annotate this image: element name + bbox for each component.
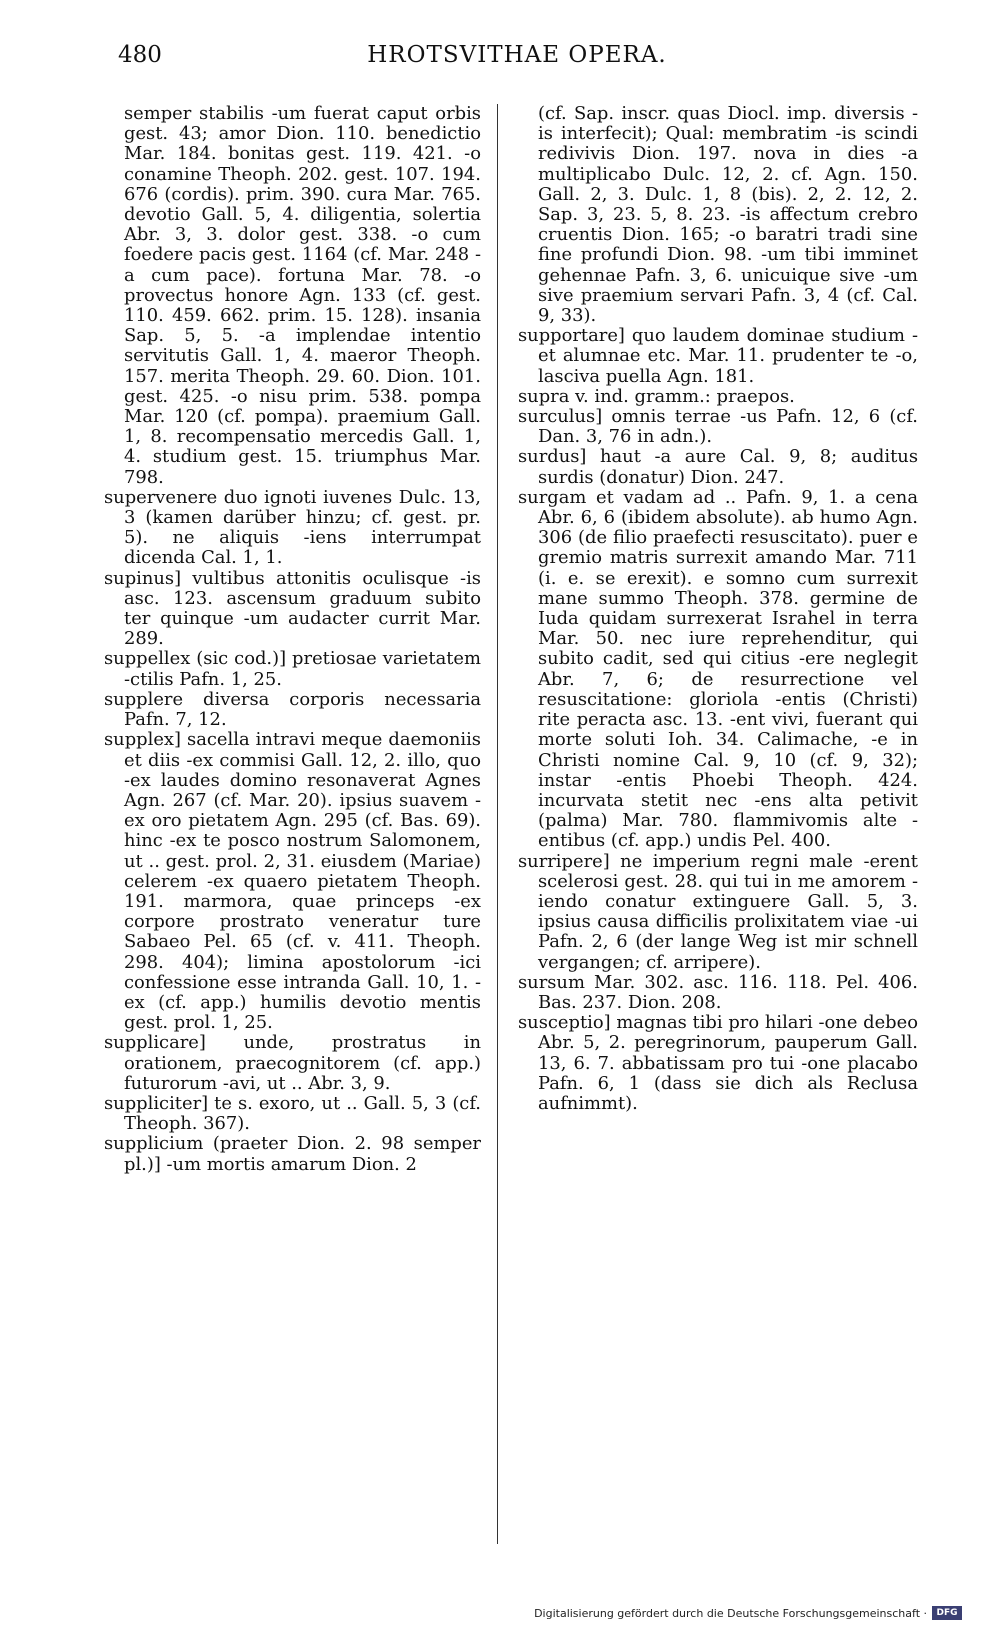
lexicon-entry: surripere] ne imperium regni male -erent scelerosi gest. 28. qui tui in me amorem -iendo conatur extinguere Gall. 5, 3. ipsius causa difficilis prolixitatem viae -ui Pafn. 2, 6 (der lange Weg ist mir schnell vergangen; cf. arripere). — [518, 850, 918, 973]
lexicon-entry: susceptio] magnas tibi pro hilari -one debeo Abr. 5, 2. peregrinorum, pauperum Gall. 13, 6. 7. abbatissam pro tui -one placabo Pafn. 6, 1 (dass sie dich als Reclusa aufnimmt). — [518, 1012, 918, 1114]
lexicon-entry: (cf. Sap. inscr. quas Diocl. imp. diversis -is interfecit); Qual: membratim -is scindi redivivis Dion. 197. nova in dies -a multiplicabo Dulc. 12, 2. cf. Agn. 150. Gall. 2, 3. Dulc. 1, 8 (bis). 2, 2. 12, 2. Sap. 3, 23. 5, 8. 23. -is affectum crebro cruentis Dion. 165; -o baratri tradi sine fine profundi Dion. 98. -um tibi imminet gehennae Pafn. 3, 6. unicuique sive -um sive praemium servari Pafn. 3, 4 (cf. Cal. 9, 33). — [538, 104, 918, 327]
dfg-logo: DFG — [932, 1606, 962, 1620]
lexicon-entry: surgam et vadam ad .. Pafn. 9, 1. a cena Abr. 6, 6 (ibidem absolute). ab humo Agn. 306 (de filio praefecti resuscitato). puer e gremio matris surrexit amando Mar. 711 (i. e. se erexit). e somno cum surrexit mane summo Theoph. 378. germine de Iuda quidam surrexerat Israhel in terra Mar. 50. nec iure reprehenditur, qui subito cadit, sed qui citius -ere neglegit Abr. 7, 6; de resurrectione vel resuscitatione: gloriola -entis (Christi) rite peracta asc. 13. -ent vivi, fuerant qui morte soluti Ioh. 34. Calimache, -e in Christi nomine Cal. 9, 10 (cf. 9, 32); instar -entis Phoebi Theoph. 424. incurvata stetit nec -ens alta petivit (palma) Mar. 780. flammivomis alte -entibus (cf. app.) undis Pel. 400. — [518, 486, 918, 852]
lexicon-entry: suppliciter] te s. exoro, ut .. Gall. 5, 3 (cf. Theoph. 367). — [104, 1092, 481, 1135]
lexicon-entry: surculus] omnis terrae -us Pafn. 12, 6 (cf. Dan. 3, 76 in adn.). — [518, 406, 918, 448]
lexicon-entry: supplicare] unde, prostratus in orationem, praecognitorem (cf. app.) futurorum -avi, ut .. Abr. 3, 9. — [104, 1032, 481, 1094]
page-number: 480 — [118, 42, 162, 68]
running-title: HROTSVITHAE OPERA. — [367, 42, 667, 68]
right-column — [518, 104, 918, 1554]
page-header — [118, 42, 916, 72]
left-column — [104, 104, 481, 1554]
digitization-footer — [534, 1606, 962, 1620]
lexicon-entry: surdus] haut -a aure Cal. 9, 8; auditus surdis (donatur) Dion. 247. — [518, 446, 918, 488]
lexicon-entry: supinus] vultibus attonitis oculisque -is asc. 123. ascensum graduum subito ter quinque -um audacter currit Mar. 289. — [104, 567, 481, 650]
lexicon-entry: supra v. ind. gramm.: praepos. — [518, 385, 795, 407]
lexicon-entry: supportare] quo laudem dominae studium -et alumnae etc. Mar. 11. prudenter te -o, lasciva puella Agn. 181. — [518, 325, 918, 387]
column-divider — [497, 104, 498, 1544]
lexicon-entry: supervenere duo ignoti iuvenes Dulc. 13, 3 (kamen darüber hinzu; cf. gest. pr. 5). ne aliquis -iens interrumpat dicenda Cal. 1, 1. — [104, 486, 481, 569]
footer-text: Digitalisierung gefördert durch die Deutsche Forschungsgemeinschaft · — [534, 1606, 927, 1620]
lexicon-entry: sursum Mar. 302. asc. 116. 118. Pel. 406. Bas. 237. Dion. 208. — [518, 971, 918, 1013]
lexicon-entry: supplex] sacella intravi meque daemoniis et diis -ex commisi Gall. 12, 2. illo, quo -ex laudes domino resonaverat Agnes Agn. 267 (cf. Mar. 20). ipsius suavem -ex oro pietatem Agn. 295 (cf. Bas. 69). hinc -ex te posco nostrum Salomonem, ut .. gest. prol. 2, 31. eiusdem (Mariae) celerem -ex quaero pietatem Theoph. 191. marmora, quae princeps -ex corpore prostrato veneratur ture Sabaeo Pel. 65 (cf. v. 411. Theoph. 298. 404); limina apostolorum -ici confessione esse intranda Gall. 10, 1. -ex (cf. app.) humilis devotio mentis gest. prol. 1, 25. — [104, 729, 481, 1034]
lexicon-entry: supplicium (praeter Dion. 2. 98 semper pl.)] -um mortis amarum Dion. 2 — [104, 1133, 481, 1175]
lexicon-entry: semper stabilis -um fuerat caput orbis gest. 43; amor Dion. 110. benedictio Mar. 184. bonitas gest. 119. 421. -o conamine Theoph. 202. gest. 107. 194. 676 (cordis). prim. 390. cura Mar. 765. devotio Gall. 5, 4. diligentia, solertia Abr. 3, 3. dolor gest. 338. -o cum foedere pacis gest. 1164 (cf. Mar. 248 -a cum pace). fortuna Mar. 78. -o provectus honore Agn. 133 (cf. gest. 110. 459. 662. prim. 15. 128). insania Sap. 5, 5. -a implendae intentio servitutis Gall. 1, 4. maeror Theoph. 157. merita Theoph. 29. 60. Dion. 101. gest. 425. -o nisu prim. 538. pompa Mar. 120 (cf. pompa). praemium Gall. 1, 8. recompensatio mercedis Gall. 1, 4. studium gest. 15. triumphus Mar. 798. — [124, 104, 481, 488]
lexicon-entry: supplere diversa corporis necessaria Pafn. 7, 12. — [104, 688, 481, 731]
lexicon-entry: suppellex (sic cod.)] pretiosae varietatem -ctilis Pafn. 1, 25. — [104, 648, 481, 690]
